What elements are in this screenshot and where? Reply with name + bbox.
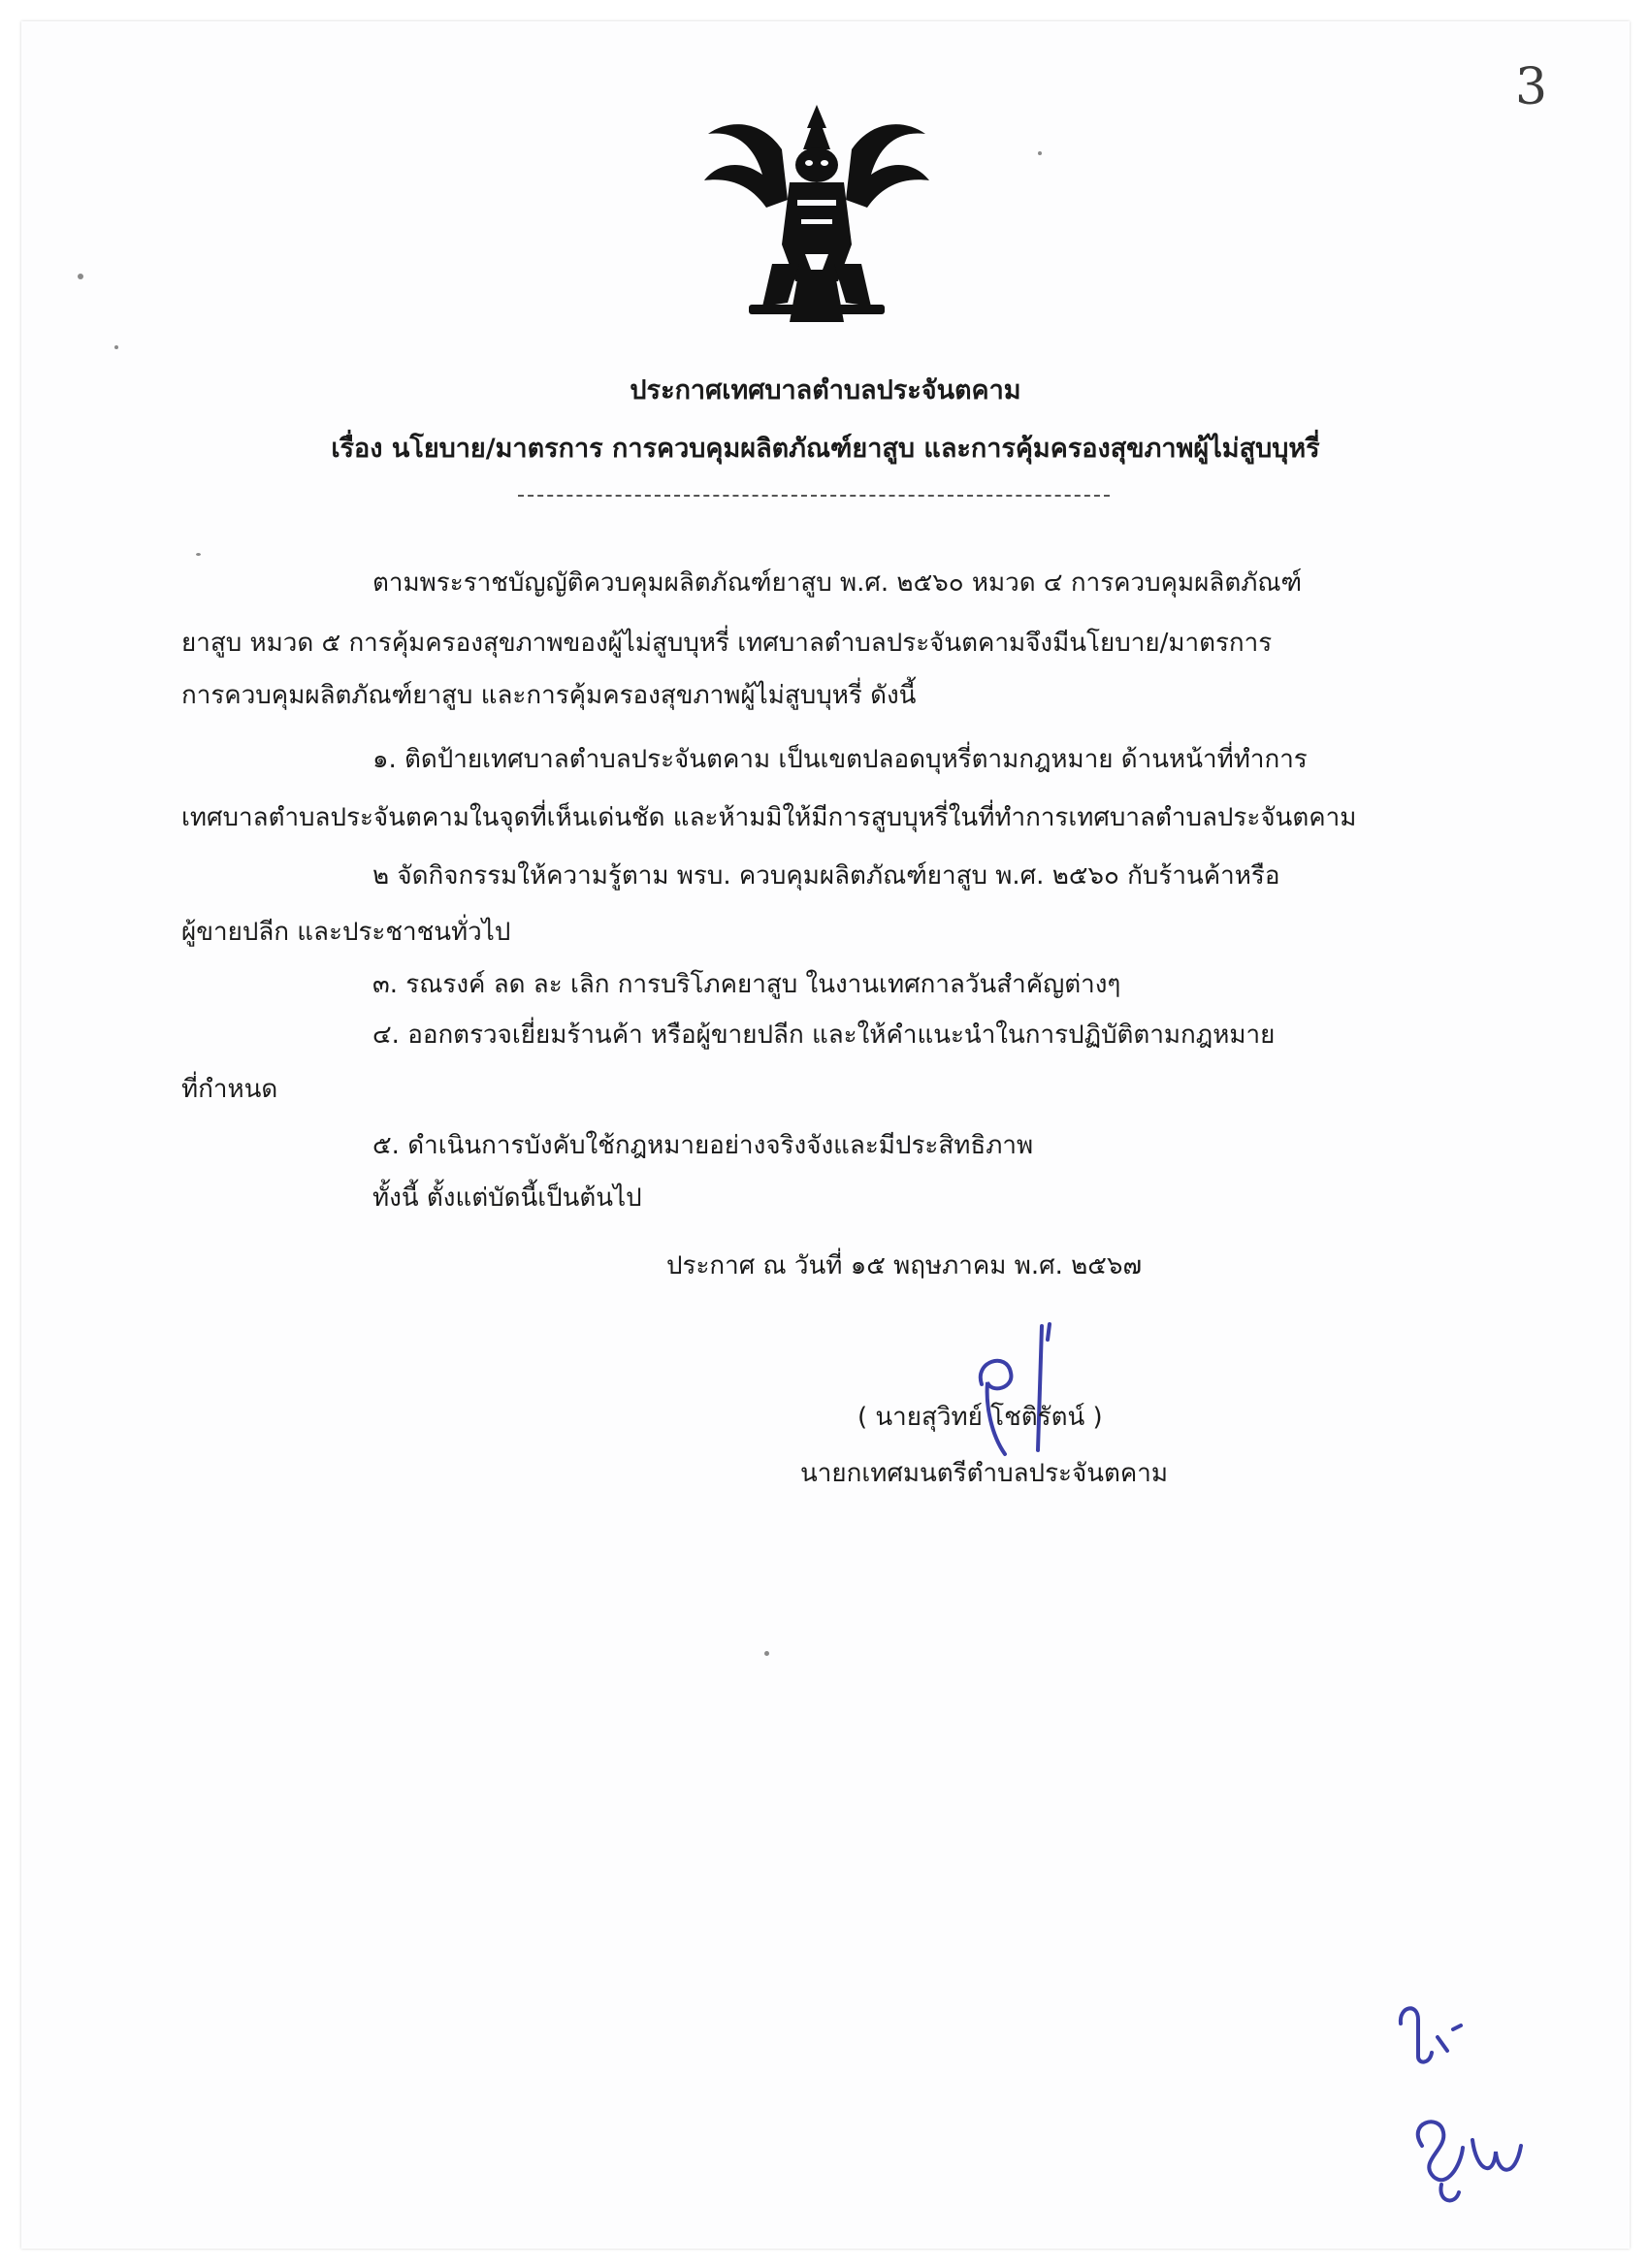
scan-speck bbox=[764, 1651, 769, 1656]
scan-speck bbox=[78, 274, 83, 279]
policy-item-2: ๒ จัดกิจกรรมให้ความรู้ตาม พรบ. ควบคุมผลิตภัณฑ์ยาสูบ พ.ศ. ๒๕๖๐ กับร้านค้าหรือ bbox=[372, 861, 1280, 891]
notice-title: ประกาศเทศบาลตำบลประจันตคาม bbox=[630, 375, 1021, 405]
policy-item-5: ๕. ดำเนินการบังคับใช้กฎหมายอย่างจริงจังและมีประสิทธิภาพ bbox=[372, 1131, 1034, 1160]
policy-item-4-continued: ที่กำหนด bbox=[181, 1075, 278, 1104]
intro-line: ตามพระราชบัญญัติควบคุมผลิตภัณฑ์ยาสูบ พ.ศ. ๒๕๖๐ หมวด ๔ การควบคุมผลิตภัณฑ์ bbox=[372, 568, 1303, 598]
handwritten-signature bbox=[953, 1316, 1117, 1462]
policy-item-4: ๔. ออกตรวจเยี่ยมร้านค้า หรือผู้ขายปลีก และให้คำแนะนำในการปฏิบัติตามกฎหมาย bbox=[372, 1021, 1276, 1050]
policy-item-1-continued: เทศบาลตำบลประจันตคามในจุดที่เห็นเด่นชัด และห้ามมิให้มีการสูบบุหรี่ในที่ทำการเทศบาลตำบลประจันตคาม bbox=[181, 803, 1357, 832]
signatory-name: ( นายสุวิทย์ โชติรัตน์ ) bbox=[857, 1403, 1103, 1432]
policy-item-3: ๓. รณรงค์ ลด ละ เลิก การบริโภคยาสูบ ในงานเทศกาลวันสำคัญต่างๆ bbox=[372, 970, 1121, 999]
intro-line: การควบคุมผลิตภัณฑ์ยาสูบ และการคุ้มครองสุขภาพผู้ไม่สูบบุหรี่ ดังนี้ bbox=[181, 681, 917, 710]
announcement-date: ประกาศ ณ วันที่ ๑๕ พฤษภาคม พ.ศ. ๒๕๖๗ bbox=[666, 1251, 1143, 1280]
policy-item-2-continued: ผู้ขายปลีก และประชาชนทั่วไป bbox=[181, 918, 511, 947]
document-page bbox=[21, 21, 1630, 2249]
scan-speck bbox=[196, 553, 201, 556]
garuda-emblem-icon bbox=[681, 99, 953, 332]
closing-line: ทั้งนี้ ตั้งแต่บัดนี้เป็นต้นไป bbox=[372, 1183, 642, 1213]
scan-speck bbox=[114, 345, 118, 349]
page-number-mark: 3 bbox=[1515, 58, 1548, 116]
policy-item-1: ๑. ติดป้ายเทศบาลตำบลประจันตคาม เป็นเขตปลอดบุหรี่ตามกฎหมาย ด้านหน้าที่ทำการ bbox=[372, 745, 1308, 774]
title-divider bbox=[518, 495, 1110, 497]
scan-speck bbox=[1038, 151, 1042, 155]
intro-line: ยาสูบ หมวด ๕ การคุ้มครองสุขภาพของผู้ไม่สูบบุหรี่ เทศบาลตำบลประจันตคามจึงมีนโยบาย/มาตรการ bbox=[181, 629, 1273, 658]
notice-subject: เรื่อง นโยบาย/มาตรการ การควบคุมผลิตภัณฑ์ยาสูบ และการคุ้มครองสุขภาพผู้ไม่สูบบุหรี่ bbox=[331, 434, 1320, 464]
margin-handwritten-initials bbox=[1379, 1981, 1573, 2214]
signatory-position: นายกเทศมนตรีตำบลประจันตคาม bbox=[800, 1459, 1169, 1488]
